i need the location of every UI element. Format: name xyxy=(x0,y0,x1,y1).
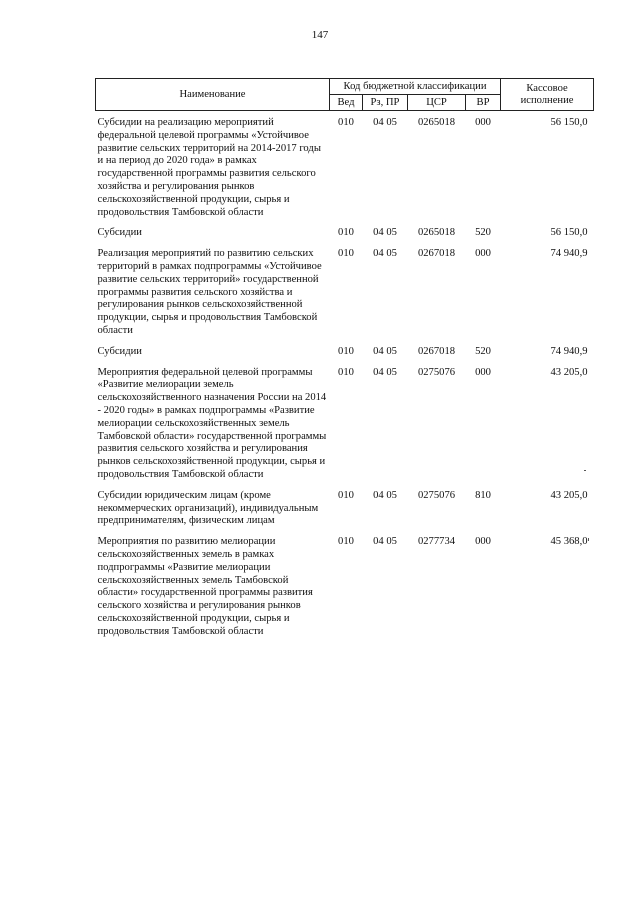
row-vr: 810 xyxy=(475,489,491,501)
row-ved: 010 xyxy=(338,536,354,548)
row-amount: 45 368,0 xyxy=(550,536,588,548)
row-csr: 0275076 xyxy=(417,366,456,378)
header-vr: ВР xyxy=(466,95,501,111)
row-rz-pr: 04 05 xyxy=(373,227,397,239)
table-row xyxy=(96,490,594,536)
row-amount: 56 150,0 xyxy=(550,227,588,239)
row-name: Реализация мероприятий по развитию сельских территорий в рамках подпрограммы «Устойчивое развитие сельских территорий» государственной программы развития сельского хозяйства и регулирования рынков сельскохозяйственной продукции, сырья и продовольствия Тамбовской области xyxy=(97,248,322,336)
budget-table xyxy=(95,78,594,646)
table-row xyxy=(96,248,594,346)
page-number: 147 xyxy=(311,29,329,41)
row-vr: 520 xyxy=(475,227,491,239)
row-name: Мероприятия по развитию мелиорации сельскохозяйственных земель в рамках подпрограммы «Развитие мелиорации сельскохозяйственных земель Тамбовской области» государственной программы развития сельского хозяйства и регулирования рынков сельскохозяйственной продукции, сырья и продовольствия Тамбовской области xyxy=(97,536,313,637)
header-cash-execution: Кассовое исполнение xyxy=(501,79,594,111)
row-csr: 0275076 xyxy=(417,489,456,501)
scan-speck xyxy=(588,538,589,541)
row-amount: 56 150,0 xyxy=(550,117,588,128)
row-name: Субсидии на реализацию мероприятий федеральной целевой программы «Устойчивое развитие сельских территорий на 2014-2017 годы и на период до 2020 года» в рамках государственной программы развития сельского хозяйства и регулирования рынков сельскохозяйственной продукции, сырья и продовольствия Тамбовской области xyxy=(97,117,321,218)
table-row xyxy=(96,227,594,248)
header-rz-pr: Рз, ПР xyxy=(363,95,408,111)
row-rz-pr: 04 05 xyxy=(373,489,397,501)
row-vr: 520 xyxy=(475,345,491,357)
header-name: Наименование xyxy=(96,79,330,111)
table-row xyxy=(96,111,594,228)
table-row xyxy=(96,346,594,367)
row-name: Мероприятия федеральной целевой программы «Развитие мелиорации земель сельскохозяйственного назначения России на 2014 - 2020 годы» в рамках подпрограммы «Развитие мелиорации сельскохозяйственных земель Тамбовской области» государственной программы развития сельского хозяйства и регулирования рынков сельскохозяйственной продукции, сырья и продовольствия Тамбовской области xyxy=(97,366,327,480)
row-rz-pr: 04 05 xyxy=(373,366,397,378)
table-row xyxy=(96,536,594,646)
row-rz-pr: 04 05 xyxy=(373,248,397,260)
header-budget-code-group: Код бюджетной классификации xyxy=(330,79,501,95)
row-csr: 0265018 xyxy=(417,117,456,128)
row-csr: 0265018 xyxy=(417,227,456,239)
row-name: Субсидии юридическим лицам (кроме некоммерческих организаций), индивидуальным предпринимателям, физическим лицам xyxy=(97,489,319,527)
row-csr: 0267018 xyxy=(417,248,456,260)
row-vr: 000 xyxy=(475,366,491,378)
row-amount: 74 940,9 xyxy=(550,345,588,357)
row-amount: 43 205,0 xyxy=(550,366,588,378)
row-rz-pr: 04 05 xyxy=(373,345,397,357)
header-csr: ЦСР xyxy=(408,95,466,111)
row-vr: 000 xyxy=(475,536,491,548)
row-amount: 74 940,9 xyxy=(550,248,588,260)
row-ved: 010 xyxy=(338,366,354,378)
row-name: Субсидии xyxy=(97,227,142,239)
row-ved: 010 xyxy=(338,345,354,357)
row-ved: 010 xyxy=(338,248,354,260)
row-ved: 010 xyxy=(338,117,354,128)
row-ved: 010 xyxy=(338,489,354,501)
row-csr: 0267018 xyxy=(417,345,456,357)
scan-speck xyxy=(584,470,586,471)
header-ved: Вед xyxy=(330,95,363,111)
table-row xyxy=(96,367,594,490)
row-vr: 000 xyxy=(475,248,491,260)
row-rz-pr: 04 05 xyxy=(373,536,397,548)
row-vr: 000 xyxy=(475,117,491,128)
row-ved: 010 xyxy=(338,227,354,239)
header-row-top xyxy=(96,79,594,95)
row-csr: 0277734 xyxy=(417,536,456,548)
row-amount: 43 205,0 xyxy=(550,489,588,501)
row-name: Субсидии xyxy=(97,345,142,357)
row-rz-pr: 04 05 xyxy=(373,117,397,128)
